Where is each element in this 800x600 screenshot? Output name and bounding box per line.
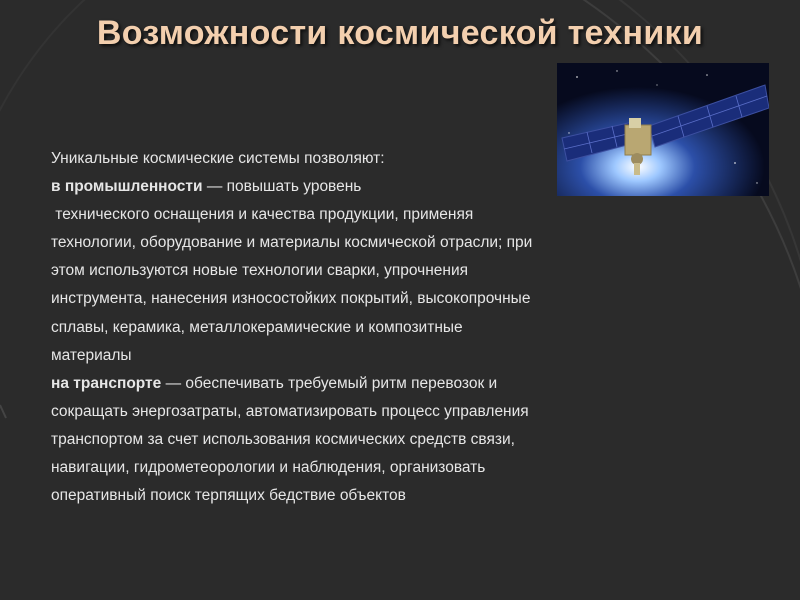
industry-line: инструмента, нанесения износостойких покрытий, высокопрочные xyxy=(51,290,531,308)
industry-line: технологии, оборудование и материалы космической отрасли; при xyxy=(51,234,533,252)
industry-line: материалы xyxy=(51,346,132,364)
transport-lead: — обеспечивать требуемый ритм перевозок и xyxy=(161,374,498,392)
industry-line: этом используются новые технологии сварки, упрочнения xyxy=(51,262,469,280)
intro-line: Уникальные космические системы позволяют: xyxy=(51,150,385,167)
transport-line: сокращать энергозатраты, автоматизировать процесс управления xyxy=(51,402,529,420)
industry-line: сплавы, керамика, металлокерамические и композитные xyxy=(51,318,463,336)
transport-line: транспортом за счет использования космических средств связи, xyxy=(51,430,515,448)
industry-line: технического оснащения и качества продукции, применяя xyxy=(51,206,474,224)
slide-title: Возможности космической техники xyxy=(96,14,704,52)
body-text xyxy=(51,145,706,510)
transport-line: навигации, гидрометеорологии и наблюдения, организовать xyxy=(51,459,486,477)
industry-lead: — повышать уровень xyxy=(202,178,362,196)
industry-label: в промышленности xyxy=(51,178,203,196)
transport-line: оперативный поиск терпящих бедствие объектов xyxy=(51,487,406,505)
transport-label: на транспорте xyxy=(51,374,162,392)
transport-heading-line xyxy=(51,370,706,398)
industry-heading-line xyxy=(51,173,706,201)
